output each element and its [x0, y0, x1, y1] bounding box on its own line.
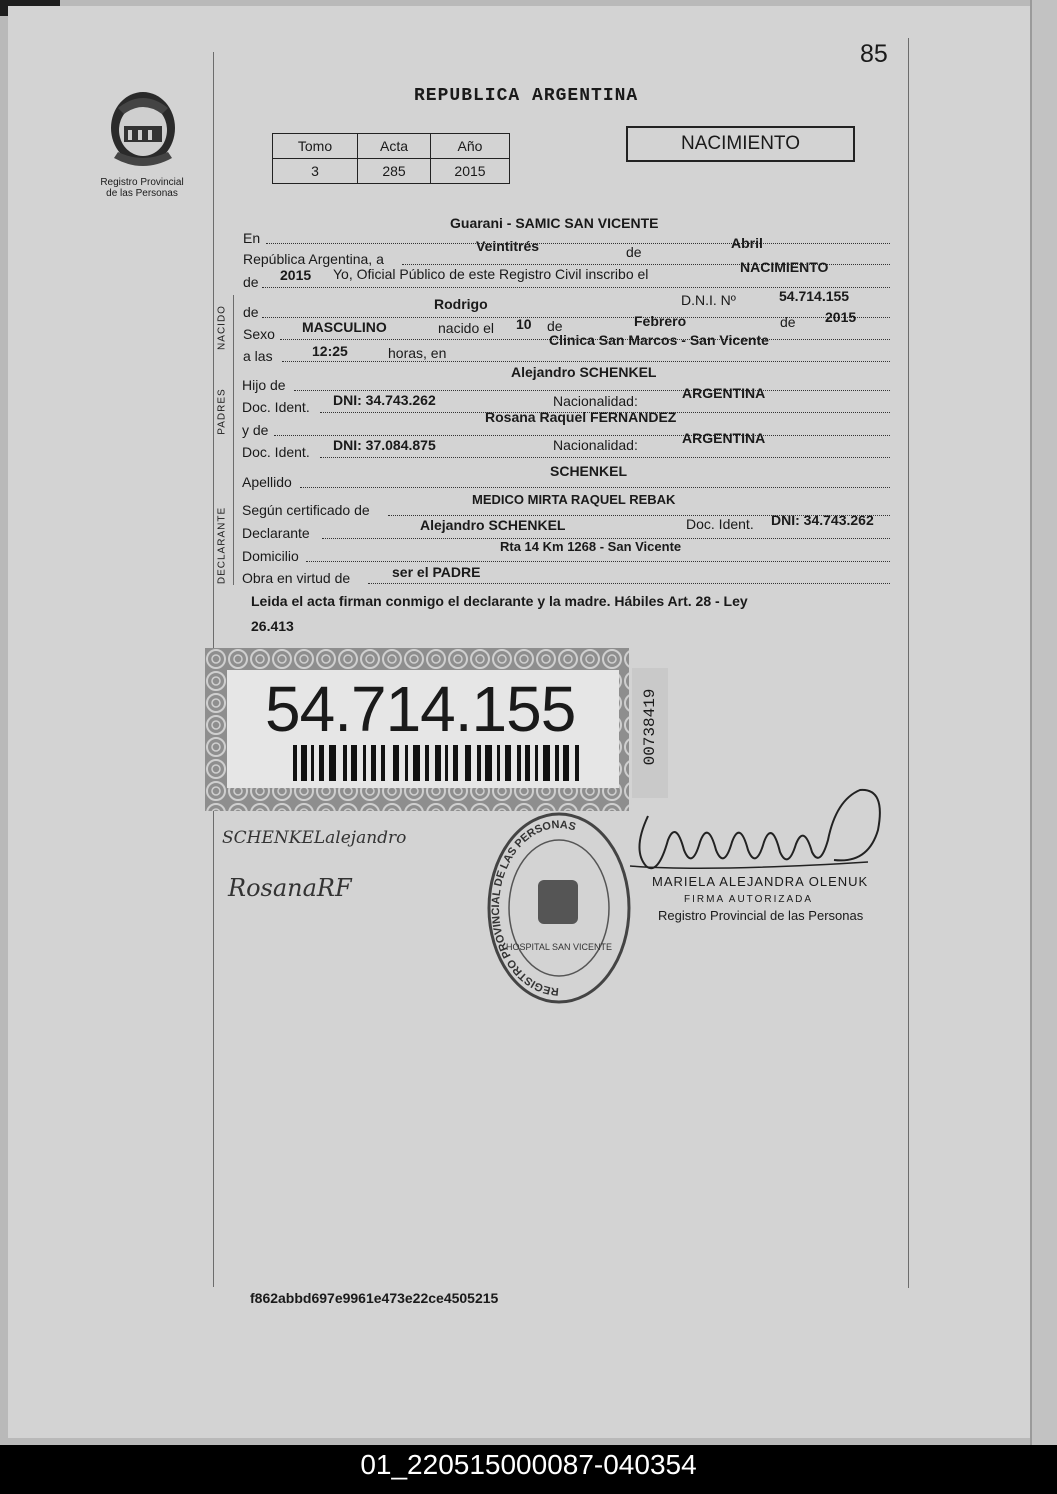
value-certificate-by: MEDICO MIRTA RAQUEL REBAK — [472, 492, 676, 507]
sticker-label — [227, 670, 619, 788]
registry-table — [272, 133, 510, 184]
section-line — [233, 295, 234, 585]
label-horas-en: horas, en — [388, 345, 447, 361]
section-label-declarante: DECLARANTE — [216, 506, 228, 585]
value-day-words: Veintitrés — [476, 238, 540, 254]
official-title: FIRMA AUTORIZADA — [684, 894, 814, 905]
table-value-acta: 285 — [358, 159, 431, 184]
page-number: 85 — [860, 40, 888, 68]
value-birth-time: 12:25 — [312, 343, 348, 359]
value-month: Abril — [731, 235, 763, 251]
value-mother-name: Rosana Raquel FERNANDEZ — [485, 409, 677, 425]
signature-mother: RosanaRF — [228, 874, 352, 902]
logo-caption: Registro Provincial de las Personas — [100, 177, 184, 199]
value-birth-year: 2015 — [825, 309, 857, 325]
label-de: de — [547, 318, 563, 334]
official-stamp — [486, 810, 632, 1006]
dots — [266, 243, 890, 244]
value-mother-nationality: ARGENTINA — [682, 430, 766, 446]
table-header-acta: Acta — [358, 134, 431, 159]
document-title: REPUBLICA ARGENTINA — [414, 86, 639, 106]
label-sexo: Sexo — [243, 326, 275, 342]
label-dni: D.N.I. Nº — [681, 292, 736, 308]
label-obra-en-virtud: Obra en virtud de — [242, 570, 351, 586]
value-sex: MASCULINO — [302, 319, 387, 335]
label-doc-ident: Doc. Ident. — [686, 516, 754, 532]
label-declarante: Declarante — [242, 525, 310, 541]
label-apellido: Apellido — [242, 474, 292, 490]
barcode — [293, 745, 583, 781]
table-value-tomo: 3 — [273, 159, 358, 184]
id-sticker — [205, 648, 629, 811]
closing-text-line2: 26.413 — [251, 618, 294, 634]
label-nacionalidad: Nacionalidad: — [553, 393, 638, 409]
value-place: Guarani - SAMIC SAN VICENTE — [450, 215, 659, 231]
closing-text-line1: Leida el acta firman conmigo el declarante y la madre. Hábiles Art. 28 - Ley — [251, 593, 748, 609]
dots — [300, 487, 890, 488]
value-birth-place: Clinica San Marcos - San Vicente — [549, 332, 769, 348]
dots — [294, 390, 890, 391]
stamp-ring-text: REGISTRO PROVINCIAL DE LAS PERSONAS — [489, 818, 578, 998]
value-mother-doc: DNI: 37.084.875 — [333, 437, 436, 453]
sticker-number: 54.714.155 — [265, 673, 576, 745]
document-hash: f862abbd697e9961e473e22ce4505215 — [250, 1290, 499, 1306]
label-hijo-de: Hijo de — [242, 377, 286, 393]
value-address: Rta 14 Km 1268 - San Vicente — [500, 539, 682, 554]
footer-id: 01_220515000087-040354 — [360, 1449, 697, 1480]
label-nacionalidad: Nacionalidad: — [553, 437, 638, 453]
right-margin-line — [908, 38, 909, 1288]
stamp-center-text: HOSPITAL SAN VICENTE — [505, 942, 613, 952]
value-year: 2015 — [280, 267, 312, 283]
dots — [368, 583, 890, 584]
value-father-nationality: ARGENTINA — [682, 385, 766, 401]
label-yo-oficial: Yo, Oficial Público de este Registro Civil inscribo el — [333, 266, 649, 282]
label-segun-certificado: Según certificado de — [242, 502, 370, 518]
label-de: de — [243, 304, 259, 320]
signature-declarant: SCHENKELalejandro — [222, 828, 407, 848]
label-doc-ident: Doc. Ident. — [242, 399, 310, 415]
official-signature-scribble — [628, 780, 886, 880]
official-org: Registro Provincial de las Personas — [658, 908, 864, 923]
label-domicilio: Domicilio — [242, 548, 299, 564]
value-child-name: Rodrigo — [434, 296, 488, 312]
section-label-nacido: NACIDO — [216, 305, 228, 350]
label-de: de — [626, 244, 642, 260]
table-header-tomo: Tomo — [273, 134, 358, 159]
value-by-virtue-of: ser el PADRE — [392, 564, 481, 580]
sticker-side-code: 00738419 — [632, 668, 668, 798]
label-nacido-el: nacido el — [438, 320, 495, 336]
label-y-de: y de — [242, 422, 269, 438]
label-en: En — [243, 230, 261, 246]
value-surname: SCHENKEL — [550, 463, 628, 479]
section-label-padres: PADRES — [216, 388, 228, 435]
dots — [320, 457, 890, 458]
dots — [274, 435, 890, 436]
official-name: MARIELA ALEJANDRA OLENUK — [652, 874, 869, 889]
value-birth-month: Febrero — [634, 313, 687, 329]
value-birth-day: 10 — [516, 316, 532, 332]
value-declarant: Alejandro SCHENKEL — [420, 517, 566, 533]
label-de: de — [243, 274, 259, 290]
page-edge — [1030, 0, 1057, 1445]
value-dni: 54.714.155 — [779, 288, 850, 304]
dots — [282, 361, 890, 362]
footer-bar — [0, 1445, 1057, 1494]
value-father-doc: DNI: 34.743.262 — [333, 392, 436, 408]
label-de: de — [780, 314, 796, 330]
value-inscribed: NACIMIENTO — [740, 259, 829, 275]
label-republica: República Argentina, a — [243, 251, 384, 267]
record-type-box: NACIMIENTO — [626, 126, 855, 162]
value-father-name: Alejandro SCHENKEL — [511, 364, 657, 380]
dots — [306, 561, 890, 562]
table-header-ano: Año — [431, 134, 510, 159]
table-value-ano: 2015 — [431, 159, 510, 184]
label-a-las: a las — [243, 348, 273, 364]
provincial-seal-logo — [104, 88, 182, 170]
value-declarant-doc: DNI: 34.743.262 — [771, 512, 874, 528]
label-doc-ident: Doc. Ident. — [242, 444, 310, 460]
